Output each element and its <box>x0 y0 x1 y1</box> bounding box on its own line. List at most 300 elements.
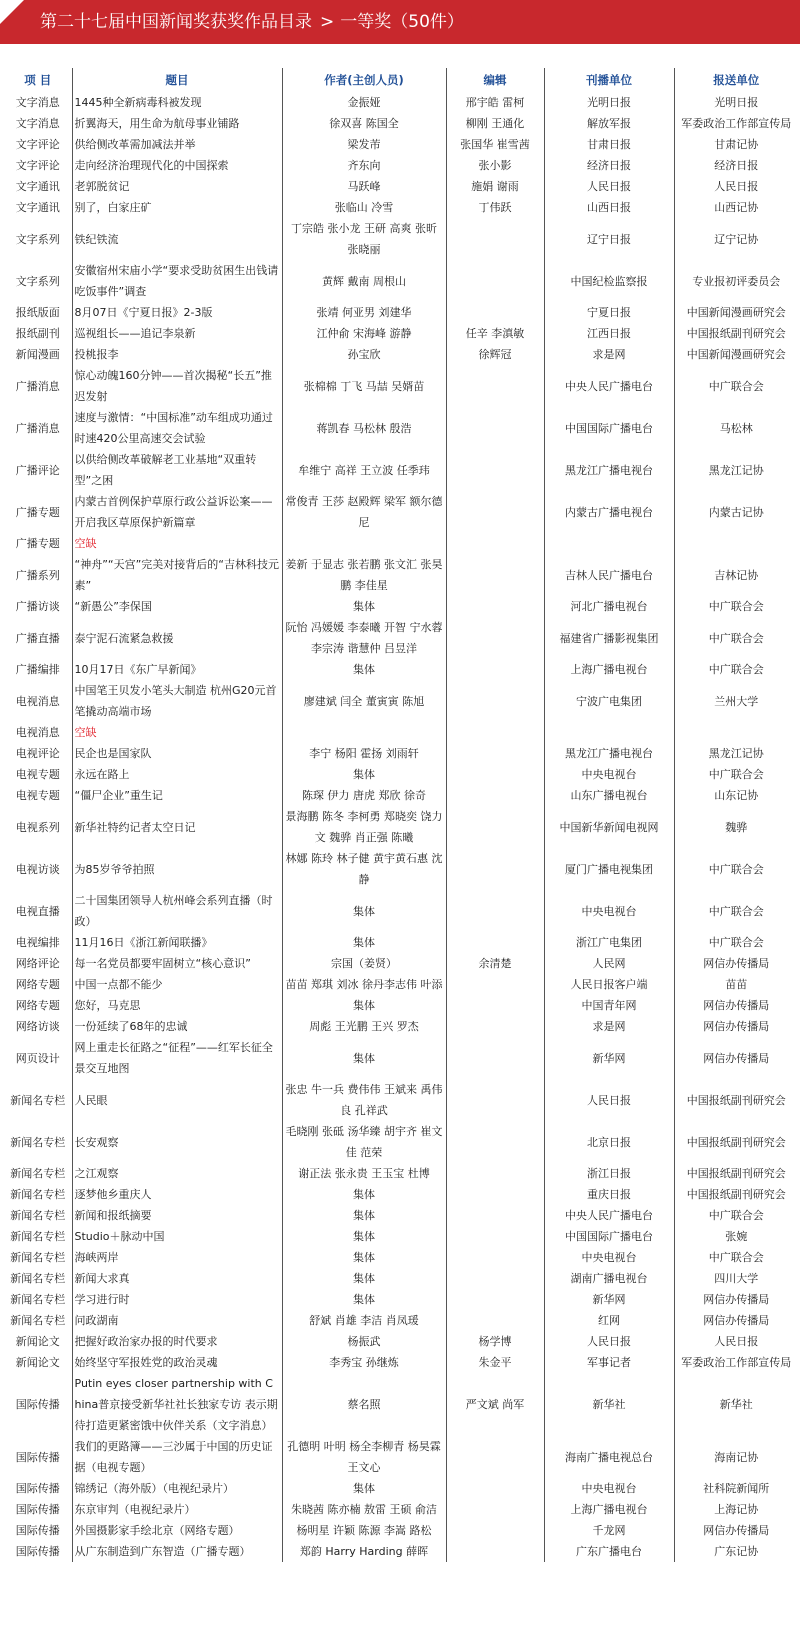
cell-publisher: 新华网 <box>544 1037 674 1079</box>
cell-submitter: 山西记协 <box>674 197 798 218</box>
table-body <box>4 92 798 1562</box>
cell-category: 电视专题 <box>15 789 60 802</box>
cell-editor <box>446 806 544 848</box>
table-row <box>4 1310 798 1331</box>
cell-editor <box>446 764 544 785</box>
cell-editor: 徐辉冠 <box>446 344 544 365</box>
cell-category: 广播访谈 <box>15 600 60 613</box>
cell-editor <box>446 1037 544 1079</box>
cell-editor <box>446 974 544 995</box>
cell-editor <box>446 554 544 596</box>
cell-submitter: 山东记协 <box>674 785 798 806</box>
column-header-author: 作者(主创人员) <box>282 68 446 92</box>
cell-submitter: 中国报纸副刊研究会 <box>674 323 798 344</box>
cell-submitter: 辽宁记协 <box>674 218 798 260</box>
cell-submitter: 网信办传播局 <box>674 1289 798 1310</box>
cell-title: 中国笔王贝发小笔头大制造 杭州G20元首笔撬动高端市场 <box>72 680 282 722</box>
cell-category: 新闻名专栏 <box>10 1293 66 1306</box>
table-row <box>4 806 798 848</box>
table-row <box>4 218 798 260</box>
table-row <box>4 113 798 134</box>
cell-title: “新愚公”李保国 <box>72 596 282 617</box>
cell-category: 新闻名专栏 <box>10 1093 66 1107</box>
table-row <box>4 1079 798 1121</box>
cell-title: 我们的更路簿——三沙属于中国的历史证据（电视专题） <box>72 1436 282 1478</box>
cell-submitter: 中广联合会 <box>674 365 798 407</box>
cell-title: 外国摄影家手绘北京（网络专题） <box>72 1520 282 1541</box>
table-row <box>4 1226 798 1247</box>
cell-title: 您好，马克思 <box>72 995 282 1016</box>
cell-title: 之江观察 <box>72 1163 282 1184</box>
column-header-submitter: 报送单位 <box>674 68 798 92</box>
table-row <box>4 722 798 743</box>
table-row <box>4 1268 798 1289</box>
cell-publisher: 人民日报 <box>544 1079 674 1121</box>
cell-title: 空缺 <box>72 722 282 743</box>
cell-publisher: 中国国际广播电台 <box>544 407 674 449</box>
cell-editor <box>446 1436 544 1478</box>
cell-author: 集体 <box>282 1289 446 1310</box>
cell-submitter: 中广联合会 <box>674 659 798 680</box>
cell-submitter: 苗苗 <box>674 974 798 995</box>
cell-editor <box>446 1541 544 1562</box>
cell-category: 网络专题 <box>15 999 60 1012</box>
cell-author: 常俊青 王莎 赵殿辉 梁军 额尔德尼 <box>282 491 446 533</box>
cell-author: 郑韵 Harry Harding 薛晖 <box>282 1541 446 1562</box>
table-row <box>4 365 798 407</box>
cell-publisher: 山西日报 <box>544 197 674 218</box>
cell-publisher: 人民日报 <box>544 176 674 197</box>
cell-category: 文字消息 <box>15 96 60 109</box>
cell-category: 电视消息 <box>15 726 60 739</box>
table-row <box>4 533 798 554</box>
cell-submitter: 军委政治工作部宣传局 <box>674 1352 798 1373</box>
cell-title: 速度与激情：“中国标准”动车组成功通过时速420公里高速交会试验 <box>72 407 282 449</box>
page-title: 第二十七届中国新闻奖获奖作品目录 <box>40 12 312 32</box>
cell-editor <box>446 1268 544 1289</box>
cell-editor <box>446 302 544 323</box>
table-row <box>4 1247 798 1268</box>
cell-publisher: 中央人民广播电台 <box>544 365 674 407</box>
cell-title: 长安观察 <box>72 1121 282 1163</box>
cell-editor: 丁伟跃 <box>446 197 544 218</box>
cell-author <box>282 533 446 554</box>
cell-publisher: 黑龙江广播电视台 <box>544 743 674 764</box>
cell-title: 走向经济治理现代化的中国探索 <box>72 155 282 176</box>
cell-publisher: 辽宁日报 <box>544 218 674 260</box>
cell-submitter: 四川大学 <box>674 1268 798 1289</box>
cell-editor <box>446 743 544 764</box>
cell-editor: 柳刚 王通化 <box>446 113 544 134</box>
cell-publisher: 人民网 <box>544 953 674 974</box>
cell-submitter: 网信办传播局 <box>674 1310 798 1331</box>
cell-category: 新闻名专栏 <box>10 1251 66 1264</box>
cell-editor: 余清楚 <box>446 953 544 974</box>
cell-editor <box>446 1226 544 1247</box>
cell-category: 电视专题 <box>15 768 60 781</box>
column-header-editor: 编辑 <box>446 68 544 92</box>
cell-title: “神舟”“天宫”完美对接背后的“吉林科技元素” <box>72 554 282 596</box>
cell-category: 电视访谈 <box>15 862 60 876</box>
table-row <box>4 491 798 533</box>
cell-category: 国际传播 <box>15 1503 60 1516</box>
cell-editor <box>446 617 544 659</box>
cell-publisher: 浙江日报 <box>544 1163 674 1184</box>
cell-title: 惊心动魄160分钟——首次揭秘“长五”推迟发射 <box>72 365 282 407</box>
cell-editor <box>446 1247 544 1268</box>
table-row <box>4 134 798 155</box>
cell-editor <box>446 491 544 533</box>
cell-author: 林娜 陈玲 林子健 黄宇黄石惠 沈静 <box>282 848 446 890</box>
cell-author: 徐双喜 陈国全 <box>282 113 446 134</box>
cell-author: 牟维宁 高祥 王立波 任季玮 <box>282 449 446 491</box>
cell-editor <box>446 1184 544 1205</box>
table-row <box>4 1520 798 1541</box>
cell-title: 空缺 <box>72 533 282 554</box>
cell-submitter: 甘肃记协 <box>674 134 798 155</box>
cell-author: 丁宗皓 张小龙 王研 高爽 张昕 张晓丽 <box>282 218 446 260</box>
cell-editor <box>446 1478 544 1499</box>
cell-submitter: 网信办传播局 <box>674 995 798 1016</box>
cell-submitter: 军委政治工作部宣传局 <box>674 113 798 134</box>
cell-category: 新闻名专栏 <box>10 1314 66 1327</box>
cell-category: 新闻名专栏 <box>10 1272 66 1285</box>
cell-publisher: 新华社 <box>544 1373 674 1436</box>
table-row <box>4 176 798 197</box>
table-row <box>4 1436 798 1478</box>
cell-publisher: 中央电视台 <box>544 764 674 785</box>
column-header-category: 项 目 <box>24 72 52 87</box>
cell-submitter: 中国新闻漫画研究会 <box>674 302 798 323</box>
cell-category: 文字通讯 <box>15 180 60 193</box>
table-row <box>4 680 798 722</box>
cell-submitter: 光明日报 <box>674 92 798 113</box>
cell-category: 报纸副刊 <box>15 327 60 340</box>
cell-publisher: 厦门广播电视集团 <box>544 848 674 890</box>
cell-editor <box>446 890 544 932</box>
cell-submitter: 中国报纸副刊研究会 <box>674 1121 798 1163</box>
cell-title: 海峡两岸 <box>72 1247 282 1268</box>
cell-author: 江仲俞 宋海峰 游静 <box>282 323 446 344</box>
cell-editor <box>446 1520 544 1541</box>
cell-submitter: 中广联合会 <box>674 890 798 932</box>
cell-author: 毛晓刚 张砥 汤华臻 胡宇齐 崔文佳 范荣 <box>282 1121 446 1163</box>
table-row <box>4 848 798 890</box>
cell-publisher: 福建省广播影视集团 <box>544 617 674 659</box>
cell-title: 从广东制造到广东智造（广播专题） <box>72 1541 282 1562</box>
cell-editor: 严文斌 尚军 <box>446 1373 544 1436</box>
cell-author: 张棉棉 丁飞 马喆 吴婿苗 <box>282 365 446 407</box>
cell-publisher <box>544 533 674 554</box>
table-row <box>4 785 798 806</box>
cell-category: 国际传播 <box>15 1398 60 1411</box>
cell-editor: 施娟 谢雨 <box>446 176 544 197</box>
cell-submitter: 人民日报 <box>674 1331 798 1352</box>
cell-title: 始终坚守军报姓党的政治灵魂 <box>72 1352 282 1373</box>
cell-publisher: 军事记者 <box>544 1352 674 1373</box>
table-row <box>4 344 798 365</box>
cell-title: 铁纪铁流 <box>72 218 282 260</box>
cell-author: 苗苗 郑琪 刘冰 徐丹李志伟 叶添 <box>282 974 446 995</box>
cell-submitter: 网信办传播局 <box>674 1520 798 1541</box>
cell-title: 折翼海天，用生命为航母事业铺路 <box>72 113 282 134</box>
cell-title: 每一名党员都要牢固树立“核心意识” <box>72 953 282 974</box>
cell-publisher: 江西日报 <box>544 323 674 344</box>
cell-publisher: 浙江广电集团 <box>544 932 674 953</box>
cell-category: 文字系列 <box>15 232 60 246</box>
cell-publisher: 新华网 <box>544 1289 674 1310</box>
cell-title: 8月07日《宁夏日报》2-3版 <box>72 302 282 323</box>
cell-category: 新闻名专栏 <box>10 1135 66 1149</box>
cell-submitter: 中广联合会 <box>674 932 798 953</box>
table-row <box>4 932 798 953</box>
table-row <box>4 596 798 617</box>
cell-publisher: 中国国际广播电台 <box>544 1226 674 1247</box>
cell-title: 新闻和报纸摘要 <box>72 1205 282 1226</box>
cell-submitter: 上海记协 <box>674 1499 798 1520</box>
cell-publisher <box>544 722 674 743</box>
cell-author: 马跃峰 <box>282 176 446 197</box>
column-header-publisher: 刊播单位 <box>544 68 674 92</box>
cell-title: 别了，白家庄矿 <box>72 197 282 218</box>
table-row <box>4 764 798 785</box>
cell-editor <box>446 785 544 806</box>
cell-submitter: 黑龙江记协 <box>674 449 798 491</box>
cell-title: 1445种全新病毒科被发现 <box>72 92 282 113</box>
cell-author: 谢正法 张永贵 王玉宝 杜博 <box>282 1163 446 1184</box>
cell-author: 朱晓茜 陈亦楠 敖雷 王硕 俞洁 <box>282 1499 446 1520</box>
table-row <box>4 1121 798 1163</box>
cell-publisher: 吉林人民广播电台 <box>544 554 674 596</box>
cell-author: 孔德明 叶明 杨全李柳青 杨昊霖 王文心 <box>282 1436 446 1478</box>
table-row <box>4 617 798 659</box>
cell-submitter: 中国报纸副刊研究会 <box>674 1184 798 1205</box>
cell-publisher: 重庆日报 <box>544 1184 674 1205</box>
page-header <box>0 0 800 44</box>
cell-editor <box>446 365 544 407</box>
cell-author: 集体 <box>282 890 446 932</box>
cell-editor <box>446 995 544 1016</box>
cell-publisher: 上海广播电视台 <box>544 1499 674 1520</box>
table-row <box>4 1289 798 1310</box>
cell-author: 杨明星 许颖 陈源 李嵩 路松 <box>282 1520 446 1541</box>
cell-category: 国际传播 <box>15 1450 60 1464</box>
cell-publisher: 中国青年网 <box>544 995 674 1016</box>
cell-category: 广播直播 <box>15 631 60 645</box>
cell-title: 11月16日《浙江新闻联播》 <box>72 932 282 953</box>
cell-category: 网络评论 <box>15 957 60 970</box>
cell-submitter: 中广联合会 <box>674 617 798 659</box>
cell-author: 舒斌 肖雄 李洁 肖凤瑗 <box>282 1310 446 1331</box>
cell-author: 陈琛 伊力 唐虎 郑欣 徐奇 <box>282 785 446 806</box>
cell-submitter: 魏骅 <box>674 806 798 848</box>
cell-title: 投桃报李 <box>72 344 282 365</box>
cell-editor <box>446 1205 544 1226</box>
table-header-row <box>4 68 798 92</box>
table-row <box>4 1016 798 1037</box>
cell-category: 新闻漫画 <box>15 348 60 361</box>
cell-editor <box>446 680 544 722</box>
cell-publisher: 宁夏日报 <box>544 302 674 323</box>
table-row <box>4 449 798 491</box>
cell-category: 文字评论 <box>15 138 60 151</box>
table-row <box>4 260 798 302</box>
cell-category: 国际传播 <box>15 1482 60 1495</box>
cell-publisher: 中央电视台 <box>544 890 674 932</box>
cell-title: 一份延续了68年的忠诚 <box>72 1016 282 1037</box>
cell-editor: 张国华 崔雪茜 <box>446 134 544 155</box>
cell-editor <box>446 1016 544 1037</box>
cell-publisher: 求是网 <box>544 1016 674 1037</box>
cell-author: 杨振武 <box>282 1331 446 1352</box>
cell-category: 报纸版面 <box>15 306 60 319</box>
cell-author: 张忠 牛一兵 费伟伟 王斌来 禹伟良 孔祥武 <box>282 1079 446 1121</box>
table-row <box>4 407 798 449</box>
cell-author: 梁发芾 <box>282 134 446 155</box>
table-row <box>4 743 798 764</box>
cell-author: 李宁 杨阳 霍扬 刘雨轩 <box>282 743 446 764</box>
cell-author: 齐东向 <box>282 155 446 176</box>
cell-title: 逐梦他乡重庆人 <box>72 1184 282 1205</box>
cell-editor: 邢宇皓 雷柯 <box>446 92 544 113</box>
cell-submitter: 中广联合会 <box>674 1205 798 1226</box>
cell-publisher: 甘肃日报 <box>544 134 674 155</box>
cell-title: 锦绣记（海外版）（电视纪录片） <box>72 1478 282 1499</box>
cell-author: 集体 <box>282 932 446 953</box>
cell-author: 集体 <box>282 1184 446 1205</box>
cell-publisher: 光明日报 <box>544 92 674 113</box>
cell-editor <box>446 1079 544 1121</box>
table-row <box>4 1184 798 1205</box>
cell-publisher: 河北广播电视台 <box>544 596 674 617</box>
cell-publisher: 湖南广播电视台 <box>544 1268 674 1289</box>
cell-author: 集体 <box>282 764 446 785</box>
cell-title: 中国一点都不能少 <box>72 974 282 995</box>
cell-title: “僵尸企业”重生记 <box>72 785 282 806</box>
cell-category: 广播消息 <box>15 379 60 393</box>
cell-editor: 杨学博 <box>446 1331 544 1352</box>
cell-category: 网页设计 <box>15 1051 60 1065</box>
cell-editor <box>446 449 544 491</box>
cell-submitter: 海南记协 <box>674 1436 798 1478</box>
cell-category: 电视评论 <box>15 747 60 760</box>
cell-title: 问政湖南 <box>72 1310 282 1331</box>
cell-author: 廖建斌 闫全 董寅寅 陈旭 <box>282 680 446 722</box>
column-header-title: 题目 <box>72 68 282 92</box>
cell-submitter: 网信办传播局 <box>674 1037 798 1079</box>
cell-author: 黄辉 戴南 周根山 <box>282 260 446 302</box>
cell-author: 孙宝欣 <box>282 344 446 365</box>
cell-category: 新闻论文 <box>15 1356 60 1369</box>
cell-author: 周彪 王光鹏 王兴 罗杰 <box>282 1016 446 1037</box>
cell-author: 蔡名照 <box>282 1373 446 1436</box>
table-row <box>4 1541 798 1562</box>
cell-category: 新闻名专栏 <box>10 1209 66 1222</box>
cell-title: 网上重走长征路之“征程”——红军长征全景交互地图 <box>72 1037 282 1079</box>
cell-publisher: 广东广播电台 <box>544 1541 674 1562</box>
cell-author: 集体 <box>282 995 446 1016</box>
cell-submitter: 中广联合会 <box>674 848 798 890</box>
cell-submitter: 专业报初评委员会 <box>674 260 798 302</box>
cell-submitter: 黑龙江记协 <box>674 743 798 764</box>
cell-category: 新闻名专栏 <box>10 1230 66 1243</box>
table-row <box>4 1478 798 1499</box>
cell-submitter: 人民日报 <box>674 176 798 197</box>
table-row <box>4 1499 798 1520</box>
cell-category: 广播评论 <box>15 463 60 477</box>
table-row <box>4 1163 798 1184</box>
table-row <box>4 1037 798 1079</box>
cell-submitter: 网信办传播局 <box>674 1016 798 1037</box>
table-row <box>4 155 798 176</box>
cell-publisher: 中央人民广播电台 <box>544 1205 674 1226</box>
cell-editor <box>446 1499 544 1520</box>
cell-submitter: 中国新闻漫画研究会 <box>674 344 798 365</box>
header-title-group <box>40 0 464 44</box>
cell-title: 民企也是国家队 <box>72 743 282 764</box>
cell-submitter: 内蒙古记协 <box>674 491 798 533</box>
cell-submitter: 新华社 <box>674 1373 798 1436</box>
cell-author: 景海鹏 陈冬 李柯勇 郑晓奕 饶力文 魏骅 肖正强 陈曦 <box>282 806 446 848</box>
cell-publisher: 山东广播电视台 <box>544 785 674 806</box>
cell-category: 文字系列 <box>15 274 60 288</box>
cell-category: 新闻名专栏 <box>10 1188 66 1201</box>
cell-editor <box>446 407 544 449</box>
cell-submitter: 张婉 <box>674 1226 798 1247</box>
cell-submitter: 网信办传播局 <box>674 953 798 974</box>
cell-author: 集体 <box>282 1205 446 1226</box>
cell-submitter <box>674 722 798 743</box>
cell-publisher: 黑龙江广播电视台 <box>544 449 674 491</box>
cell-editor <box>446 932 544 953</box>
cell-submitter: 经济日报 <box>674 155 798 176</box>
cell-submitter: 广东记协 <box>674 1541 798 1562</box>
cell-category: 新闻名专栏 <box>10 1167 66 1180</box>
cell-title: 新闻大求真 <box>72 1268 282 1289</box>
cell-category: 国际传播 <box>15 1545 60 1558</box>
cell-publisher: 中国纪检监察报 <box>544 260 674 302</box>
table-row <box>4 890 798 932</box>
cell-category: 国际传播 <box>15 1524 60 1537</box>
cell-category: 新闻论文 <box>15 1335 60 1348</box>
table-row <box>4 92 798 113</box>
cell-category: 广播专题 <box>15 537 60 550</box>
table-row <box>4 1352 798 1373</box>
cell-submitter: 中广联合会 <box>674 596 798 617</box>
cell-submitter: 兰州大学 <box>674 680 798 722</box>
breadcrumb-separator: > <box>320 12 335 32</box>
cell-author: 阮怡 冯媛媛 李泰曦 开智 宁水蓉 李宗涛 谐慧仲 吕昱洋 <box>282 617 446 659</box>
awards-table <box>4 68 798 1562</box>
cell-editor: 朱金平 <box>446 1352 544 1373</box>
table-row <box>4 974 798 995</box>
cell-title: 永远在路上 <box>72 764 282 785</box>
cell-category: 电视系列 <box>15 820 60 834</box>
table-row <box>4 659 798 680</box>
cell-author: 集体 <box>282 1268 446 1289</box>
table-row <box>4 995 798 1016</box>
cell-author: 姜新 于显志 张若鹏 张文汇 张昊鹏 李佳星 <box>282 554 446 596</box>
cell-category: 广播系列 <box>15 568 60 582</box>
cell-title: 10月17日《东广早新闻》 <box>72 659 282 680</box>
cell-title: 人民眼 <box>72 1079 282 1121</box>
cell-publisher: 中央电视台 <box>544 1247 674 1268</box>
cell-author: 集体 <box>282 1226 446 1247</box>
table-row <box>4 1331 798 1352</box>
cell-submitter: 马松林 <box>674 407 798 449</box>
cell-author: 张临山 冷雪 <box>282 197 446 218</box>
cell-editor <box>446 1310 544 1331</box>
